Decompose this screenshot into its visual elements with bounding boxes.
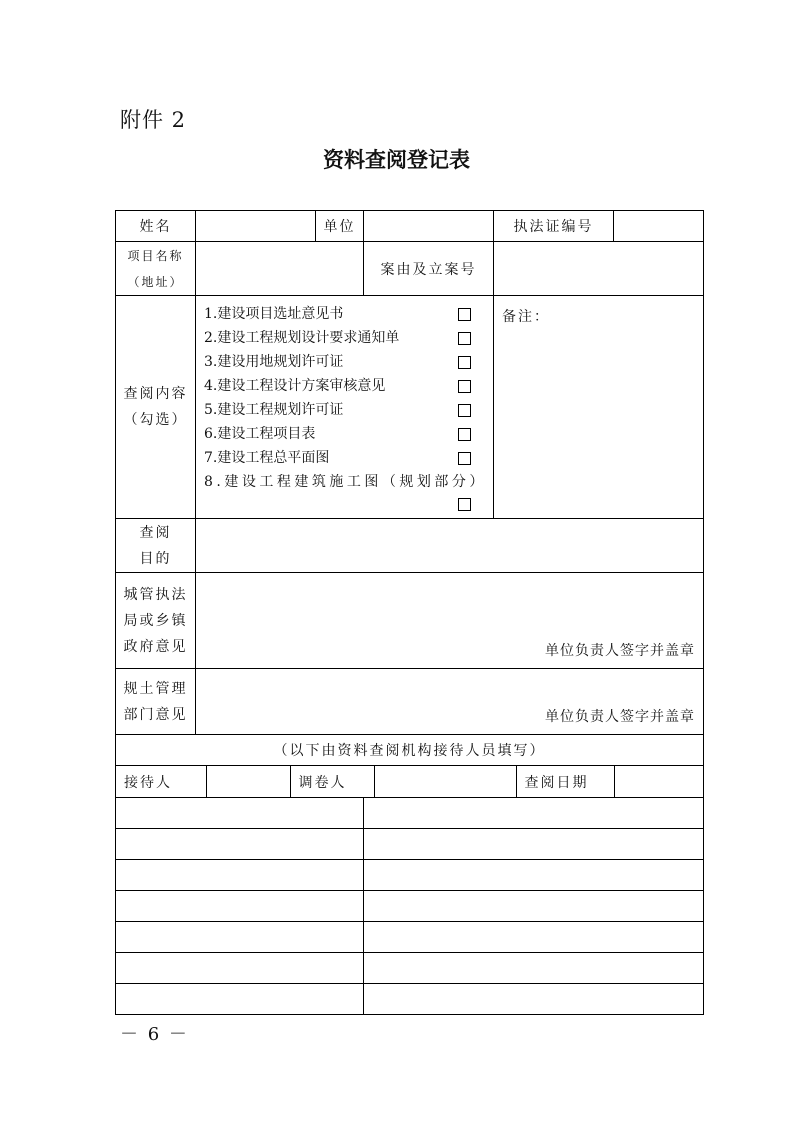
checklist-item-label: 3.建设用地规划许可证	[204, 354, 344, 370]
checklist-item[interactable]	[204, 350, 485, 374]
staff-note: （以下由资料查阅机构接待人员填写）	[116, 735, 704, 766]
content-label-line1: 查阅内容	[123, 386, 188, 402]
checklist-item[interactable]	[204, 446, 485, 470]
date-field[interactable]	[614, 766, 704, 797]
checklist-item[interactable]	[204, 398, 485, 422]
log-cell-left[interactable]	[116, 953, 364, 984]
city-opinion-signature: 单位负责人签字并盖章	[545, 643, 695, 659]
content-checklist	[196, 296, 494, 519]
log-cell-left[interactable]	[116, 984, 364, 1015]
checkbox[interactable]	[458, 380, 471, 393]
project-name-label	[116, 242, 196, 296]
log-cell-right[interactable]	[364, 922, 704, 953]
log-cell-right[interactable]	[364, 798, 704, 829]
checkbox[interactable]	[458, 452, 471, 465]
receiver-label: 接待人	[116, 766, 206, 797]
checklist-item-label: 6.建设工程项目表	[204, 426, 316, 442]
staff-subtable	[116, 766, 704, 797]
log-cell-left[interactable]	[116, 798, 364, 829]
checklist-item[interactable]	[204, 374, 485, 398]
date-label: 查阅日期	[516, 766, 614, 797]
receiver-field[interactable]	[206, 766, 290, 797]
project-name-label-line1: 项目名称	[127, 248, 184, 263]
city-opinion-label-line2: 局或乡镇	[123, 612, 188, 629]
city-opinion-label-line1: 城管执法	[123, 586, 188, 603]
checkbox[interactable]	[458, 356, 471, 369]
checklist-item-label: 2.建设工程规划设计要求通知单	[204, 330, 400, 346]
name-field[interactable]	[196, 211, 316, 242]
checklist-item[interactable]	[204, 326, 485, 350]
remark-cell[interactable]	[494, 296, 704, 519]
city-opinion-label-line3: 政府意见	[123, 638, 188, 655]
form-title: 资料查阅登记表	[323, 148, 470, 172]
land-opinion-signature: 单位负责人签字并盖章	[545, 709, 695, 725]
checklist-item-label: 7.建设工程总平面图	[204, 450, 330, 466]
checklist-item-label: 5.建设工程规划许可证	[204, 402, 344, 418]
log-cell-left[interactable]	[116, 860, 364, 891]
checklist-item-label: 1.建设项目选址意见书	[204, 306, 344, 322]
archivist-field[interactable]	[374, 766, 516, 797]
log-cell-right[interactable]	[364, 953, 704, 984]
registration-form-table	[115, 210, 704, 1015]
project-name-field[interactable]	[196, 242, 364, 296]
remark-label: 备注：	[502, 309, 550, 325]
city-opinion-field[interactable]	[196, 573, 704, 669]
checkbox[interactable]	[458, 404, 471, 417]
checkbox[interactable]	[458, 308, 471, 321]
checklist-item[interactable]	[204, 302, 485, 326]
staff-row	[116, 766, 704, 798]
log-cell-left[interactable]	[116, 829, 364, 860]
unit-field[interactable]	[364, 211, 494, 242]
land-opinion-label-line1: 规土管理	[123, 680, 188, 697]
log-cell-right[interactable]	[364, 891, 704, 922]
archivist-label: 调卷人	[290, 766, 374, 797]
purpose-field[interactable]	[196, 519, 704, 573]
log-cell-right[interactable]	[364, 860, 704, 891]
log-cell-right[interactable]	[364, 984, 704, 1015]
checklist-item-label: 8.建设工程建筑施工图（规划部分）	[204, 474, 487, 490]
license-number-label: 执法证编号	[494, 211, 614, 242]
city-opinion-label	[116, 573, 196, 669]
checklist-item-checkbox-row	[204, 494, 485, 516]
project-name-label-line2: （地址）	[127, 274, 184, 289]
case-number-label: 案由及立案号	[364, 242, 494, 296]
unit-label: 单位	[316, 211, 364, 242]
content-label	[116, 296, 196, 519]
purpose-label-line2: 目的	[139, 550, 172, 567]
log-cell-left[interactable]	[116, 891, 364, 922]
land-opinion-field[interactable]	[196, 669, 704, 735]
log-cell-left[interactable]	[116, 922, 364, 953]
checklist-item[interactable]	[204, 470, 485, 494]
land-opinion-label	[116, 669, 196, 735]
checklist-item-label: 4.建设工程设计方案审核意见	[204, 378, 386, 394]
attachment-label: 附件 2	[120, 108, 187, 132]
checklist-item[interactable]	[204, 422, 485, 446]
license-number-field[interactable]	[614, 211, 704, 242]
page-number: － 6 －	[120, 1024, 189, 1045]
case-number-field[interactable]	[494, 242, 704, 296]
checkbox[interactable]	[458, 428, 471, 441]
purpose-label	[116, 519, 196, 573]
land-opinion-label-line2: 部门意见	[123, 706, 188, 723]
content-label-line2: （勾选）	[123, 412, 188, 428]
checkbox[interactable]	[458, 332, 471, 345]
name-label: 姓名	[116, 211, 196, 242]
purpose-label-line1: 查阅	[139, 524, 172, 541]
checkbox[interactable]	[458, 498, 471, 511]
log-cell-right[interactable]	[364, 829, 704, 860]
